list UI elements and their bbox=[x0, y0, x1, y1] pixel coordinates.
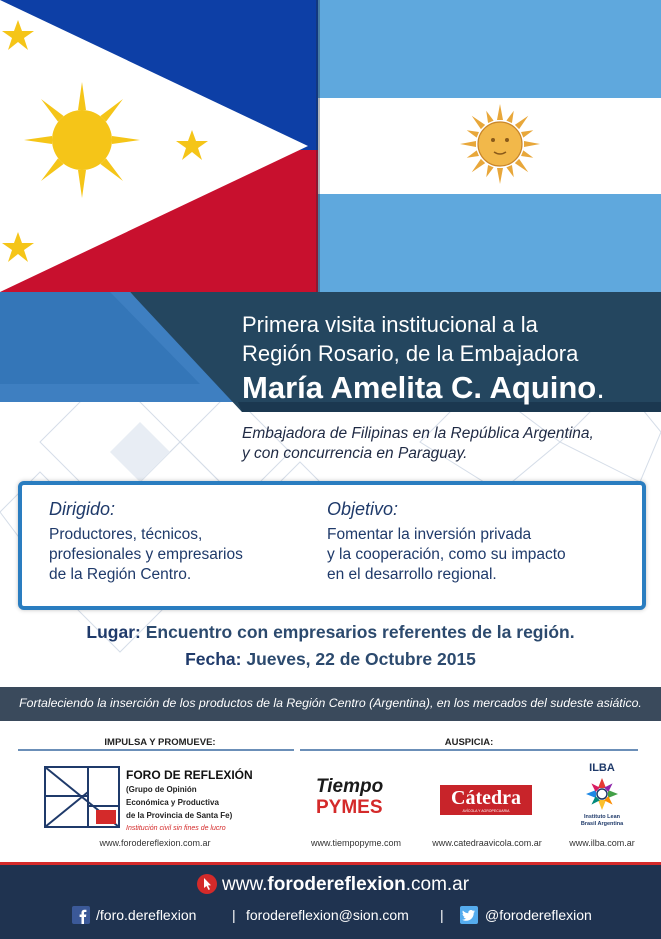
foro-name: FORO DE REFLEXIÓN bbox=[126, 768, 253, 782]
catedra-url[interactable]: www.catedraavicola.com.ar bbox=[432, 838, 542, 848]
info-box bbox=[18, 481, 646, 610]
foro-tagline: Institución civil sin fines de lucro bbox=[126, 825, 226, 832]
tagline-text: Fortaleciendo la inserción de los productos de la Región Centro (Argentina), en los mercados del sudeste asiático. bbox=[19, 696, 642, 710]
subtitle-line-2: y con concurrencia en Paraguay. bbox=[242, 445, 468, 462]
ambassador-name: María Amelita C. Aquino. bbox=[242, 370, 605, 405]
foro-line-3: de la Provincia de Santa Fe) bbox=[126, 811, 233, 820]
objetivo-line-1: Fomentar la inversión privada bbox=[327, 526, 532, 543]
catedra-sub: AVÍCOLA Y AGROPECUARIA bbox=[462, 809, 510, 813]
facebook-icon bbox=[72, 906, 90, 924]
ilba-url[interactable]: www.ilba.com.ar bbox=[569, 838, 635, 848]
tagline-strip bbox=[0, 687, 661, 721]
dirigido-line-3: de la Región Centro. bbox=[49, 566, 192, 583]
tiempo-word: Tiempo bbox=[316, 776, 384, 797]
ilba-line-2: Brasil Argentina bbox=[580, 821, 624, 827]
argentina-flag bbox=[318, 0, 661, 292]
dirigido-line-2: profesionales y empresarios bbox=[49, 546, 243, 563]
impulsa-divider bbox=[18, 749, 294, 751]
twitter-handle[interactable]: @forodereflexion bbox=[485, 907, 592, 923]
title-line-2: Región Rosario, de la Embajadora bbox=[242, 341, 579, 366]
foro-url[interactable]: www.forodereflexion.com.ar bbox=[99, 838, 211, 848]
auspicia-title: AUSPICIA: bbox=[444, 737, 494, 748]
footer-separator-2: | bbox=[440, 907, 444, 923]
footer-separator-1: | bbox=[232, 907, 236, 923]
objetivo-line-3: en el desarrollo regional. bbox=[327, 566, 497, 583]
fecha-line: Fecha: Jueves, 22 de Octubre 2015 bbox=[185, 649, 476, 669]
pymes-word: PYMES bbox=[316, 797, 383, 818]
lugar-line: Lugar: Encuentro con empresarios referentes de la región. bbox=[86, 622, 575, 642]
objetivo-heading: Objetivo: bbox=[327, 499, 399, 519]
auspicia-divider bbox=[300, 749, 638, 751]
dirigido-line-1: Productores, técnicos, bbox=[49, 526, 203, 543]
catedra-logo bbox=[440, 785, 532, 815]
dirigido-heading: Dirigido: bbox=[49, 499, 116, 519]
catedra-name: Cátedra bbox=[451, 787, 521, 809]
facebook-handle[interactable]: /foro.dereflexion bbox=[96, 907, 197, 923]
title-line-1: Primera visita institucional a la bbox=[242, 312, 538, 337]
ilba-name: ILBA bbox=[589, 762, 615, 774]
subtitle-line-1: Embajadora de Filipinas en la República Argentina, bbox=[242, 425, 594, 442]
ilba-line-1: Instituto Lean bbox=[583, 814, 621, 820]
foro-line-2: Económica y Productiva bbox=[126, 798, 219, 807]
twitter-icon bbox=[460, 906, 478, 924]
cursor-click-icon bbox=[196, 873, 218, 895]
flags-banner bbox=[0, 0, 661, 292]
footer-email[interactable]: forodereflexion@sion.com bbox=[246, 907, 409, 923]
impulsa-title: IMPULSA Y PROMUEVE: bbox=[104, 737, 216, 748]
tiempo-url[interactable]: www.tiempopyme.com bbox=[310, 838, 402, 848]
foro-logo-icon bbox=[44, 766, 120, 828]
philippines-flag bbox=[0, 0, 318, 292]
objetivo-line-2: y la cooperación, como su impacto bbox=[327, 546, 566, 563]
ilba-star-icon bbox=[584, 776, 620, 812]
foro-line-1: (Grupo de Opinión bbox=[126, 785, 197, 794]
footer-website[interactable]: www.forodereflexion.com.ar bbox=[222, 874, 470, 895]
tiempo-pymes-logo bbox=[312, 776, 402, 826]
